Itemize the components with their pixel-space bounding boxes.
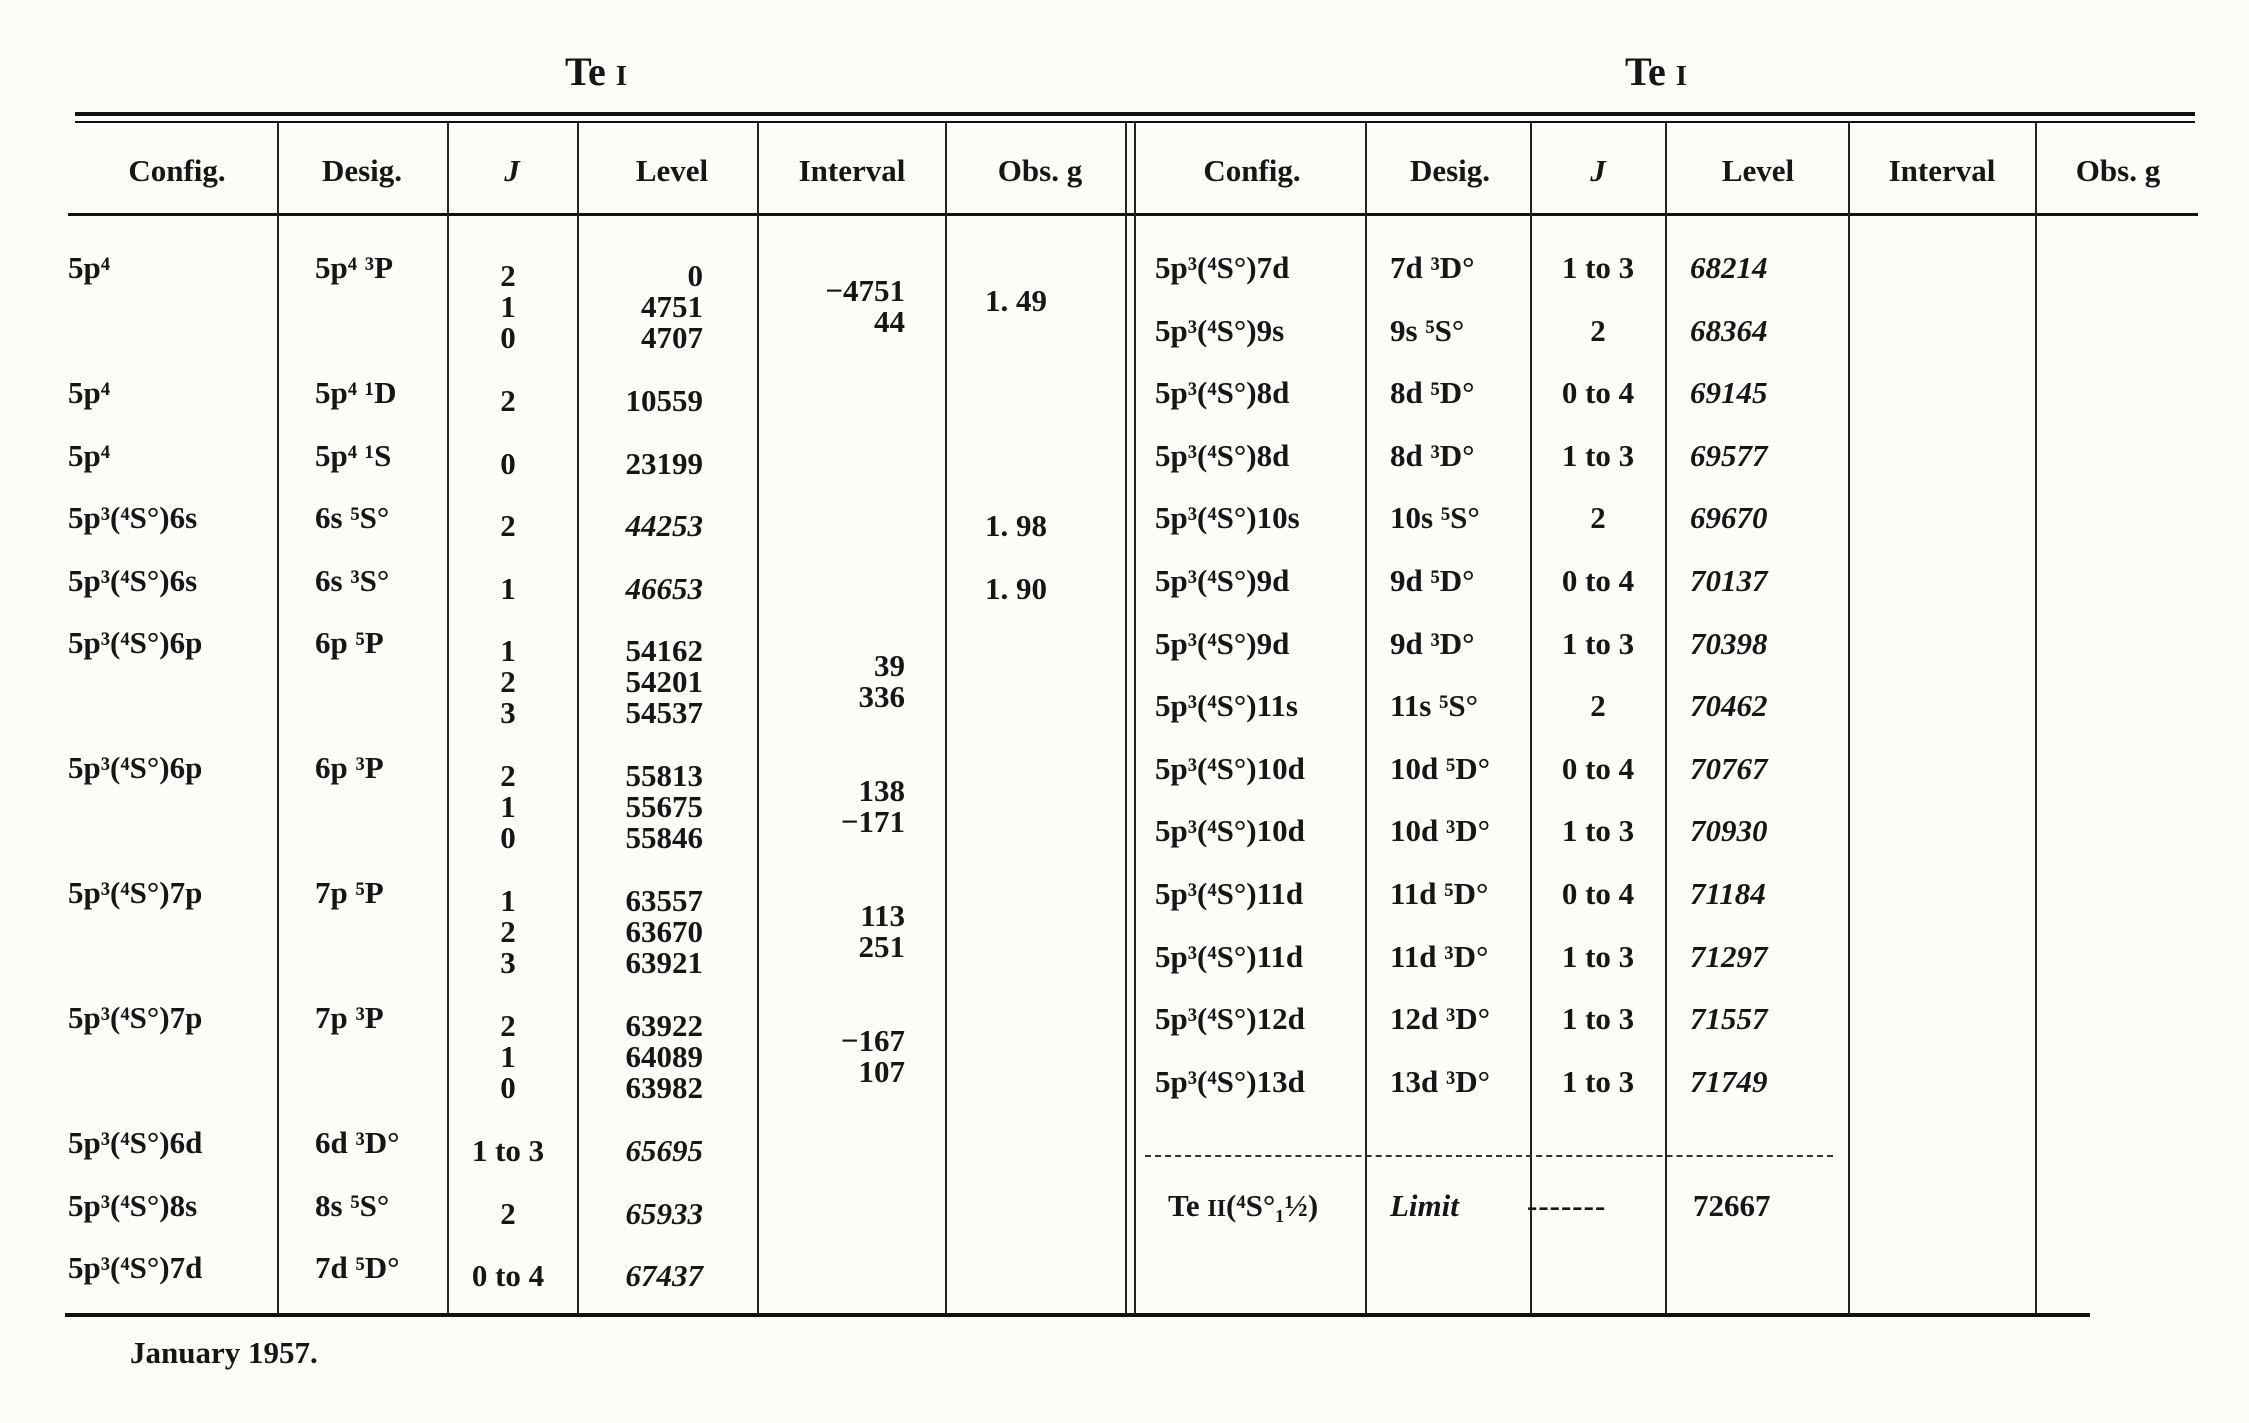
row-interval bbox=[859, 900, 906, 962]
j-value: 2 bbox=[500, 758, 516, 793]
j-value: 0 bbox=[500, 820, 516, 855]
row-desig: 5p⁴ ¹S bbox=[315, 438, 392, 473]
row-desig: 10d ³D° bbox=[1390, 813, 1491, 849]
level-value: 63670 bbox=[625, 914, 703, 949]
row-config: 5p³(⁴S°)13d bbox=[1155, 1063, 1305, 1099]
right-table-title: Te I bbox=[1625, 49, 1689, 94]
top-rule-thick bbox=[75, 112, 2195, 116]
column-rule bbox=[1365, 123, 1367, 1313]
level-value: 4751 bbox=[641, 289, 703, 324]
level-value: 10559 bbox=[625, 383, 703, 418]
j-value: 2 bbox=[500, 1196, 516, 1231]
row-config: 5p³(⁴S°)11d bbox=[1155, 938, 1304, 974]
row-level: 69145 bbox=[1690, 375, 1768, 411]
row-desig: 6p ⁵P bbox=[315, 625, 384, 660]
limit-separator bbox=[1145, 1155, 1833, 1157]
row-j: 1 to 3 bbox=[1561, 625, 1635, 661]
interval-value: 44 bbox=[874, 304, 905, 339]
j-value: 2 bbox=[500, 383, 516, 418]
row-config: 5p³(⁴S°)10d bbox=[1155, 813, 1305, 849]
row-j: 0 to 4 bbox=[1561, 375, 1635, 411]
level-value: 54201 bbox=[625, 664, 703, 699]
j-value: 1 bbox=[500, 571, 516, 606]
interval-value: 107 bbox=[858, 1054, 905, 1089]
row-j: 1 to 3 bbox=[1561, 1001, 1635, 1037]
header-obs-g: Obs. g bbox=[997, 153, 1083, 188]
row-desig: 8d ³D° bbox=[1390, 437, 1475, 473]
row-config: 5p³(⁴S°)9d bbox=[1155, 563, 1290, 598]
row-config: 5p³(⁴S°)6p bbox=[68, 750, 203, 785]
column-rule bbox=[447, 123, 449, 1313]
header-desig: Desig. bbox=[1409, 153, 1491, 188]
row-config: 5p³(⁴S°)11d bbox=[1155, 876, 1304, 911]
row-j: 1 to 3 bbox=[1561, 938, 1635, 974]
row-j: 0 to 4 bbox=[1561, 876, 1635, 911]
row-config: 5p⁴ bbox=[68, 250, 111, 285]
level-value: 0 bbox=[687, 258, 703, 293]
column-rule bbox=[757, 123, 759, 1313]
row-config: 5p³(⁴S°)7d bbox=[68, 1250, 203, 1285]
header-obs-g: Obs. g bbox=[2075, 153, 2161, 188]
level-value: 63922 bbox=[625, 1008, 703, 1043]
column-rule bbox=[945, 123, 947, 1313]
column-rule bbox=[277, 123, 279, 1313]
row-config: 5p⁴ bbox=[68, 375, 111, 410]
row-desig: 9d ³D° bbox=[1390, 625, 1475, 661]
column-rule-double bbox=[1134, 123, 1136, 1313]
row-level: 70767 bbox=[1690, 750, 1768, 786]
row-desig: 7p ⁵P bbox=[315, 875, 384, 910]
bottom-rule bbox=[65, 1313, 2090, 1317]
row-obs-g: 1. 98 bbox=[985, 508, 1047, 543]
column-rule bbox=[1530, 123, 1532, 1313]
limit-j: ------- bbox=[1527, 1188, 1607, 1223]
row-config: 5p³(⁴S°)8d bbox=[1155, 437, 1290, 473]
row-desig: 9d ⁵D° bbox=[1390, 563, 1475, 598]
level-value: 23199 bbox=[625, 446, 703, 481]
j-value: 1 to 3 bbox=[471, 1133, 545, 1168]
header-interval: Interval bbox=[1888, 153, 1996, 188]
row-desig: 5p⁴ ¹D bbox=[315, 375, 397, 410]
level-value: 65933 bbox=[625, 1196, 703, 1231]
level-value: 63982 bbox=[625, 1070, 703, 1105]
row-j: 0 to 4 bbox=[1561, 563, 1635, 598]
row-level: 71557 bbox=[1690, 1001, 1768, 1037]
j-value: 1 bbox=[500, 1039, 516, 1074]
row-desig: 11d ³D° bbox=[1390, 938, 1489, 974]
row-j bbox=[500, 573, 516, 604]
j-value: 0 to 4 bbox=[471, 1258, 545, 1293]
row-desig: 7d ⁵D° bbox=[315, 1250, 400, 1285]
header-j: J bbox=[1590, 153, 1606, 188]
j-value: 0 bbox=[500, 320, 516, 355]
row-level: 70930 bbox=[1690, 813, 1768, 849]
j-value: 1 bbox=[500, 289, 516, 324]
j-value: 2 bbox=[500, 914, 516, 949]
row-j bbox=[472, 1135, 544, 1166]
j-value: 3 bbox=[500, 945, 516, 980]
row-config: 5p³(⁴S°)6p bbox=[68, 625, 203, 660]
row-j bbox=[500, 1198, 516, 1229]
row-config: 5p³(⁴S°)7d bbox=[1155, 250, 1290, 285]
limit-config: Te II(⁴S°₁½) bbox=[1168, 1188, 1319, 1223]
row-level bbox=[641, 260, 703, 353]
row-config: 5p³(⁴S°)10s bbox=[1155, 500, 1300, 536]
level-value: 64089 bbox=[625, 1039, 703, 1074]
row-level: 71184 bbox=[1690, 876, 1766, 911]
header-config: Config. bbox=[128, 153, 226, 188]
row-j bbox=[500, 760, 516, 853]
header-config: Config. bbox=[1203, 153, 1301, 188]
row-j bbox=[500, 885, 516, 978]
row-config: 5p³(⁴S°)9s bbox=[1155, 312, 1285, 348]
row-config: 5p³(⁴S°)12d bbox=[1155, 1001, 1305, 1037]
level-value: 55846 bbox=[625, 820, 703, 855]
row-desig: 9s ⁵S° bbox=[1390, 312, 1465, 348]
j-value: 2 bbox=[500, 508, 516, 543]
row-j: 1 to 3 bbox=[1561, 813, 1635, 849]
row-config: 5p³(⁴S°)8s bbox=[68, 1188, 198, 1223]
interval-value: −171 bbox=[840, 804, 905, 839]
row-config: 5p³(⁴S°)11s bbox=[1155, 688, 1298, 724]
row-desig: 5p⁴ ³P bbox=[315, 250, 394, 285]
row-j bbox=[500, 448, 516, 479]
header-desig: Desig. bbox=[321, 153, 403, 188]
row-level bbox=[626, 1260, 704, 1291]
level-value: 54162 bbox=[625, 633, 703, 668]
interval-value: −4751 bbox=[825, 273, 905, 308]
row-desig: 6p ³P bbox=[315, 750, 384, 785]
column-rule bbox=[1848, 123, 1850, 1313]
row-level: 70462 bbox=[1690, 688, 1768, 724]
level-value: 54537 bbox=[625, 695, 703, 730]
header-level: Level bbox=[1721, 153, 1795, 188]
row-j: 2 bbox=[1590, 312, 1606, 348]
row-level bbox=[626, 1010, 704, 1103]
j-value: 2 bbox=[500, 1008, 516, 1043]
row-j: 2 bbox=[1590, 688, 1606, 724]
limit-desig: Limit bbox=[1390, 1188, 1459, 1223]
row-level: 71297 bbox=[1690, 938, 1768, 974]
level-value: 63557 bbox=[625, 883, 703, 918]
row-j: 1 to 3 bbox=[1561, 437, 1635, 473]
row-desig: 10s ⁵S° bbox=[1390, 500, 1480, 536]
row-config: 5p³(⁴S°)7p bbox=[68, 1000, 203, 1035]
row-j: 1 to 3 bbox=[1561, 1063, 1635, 1099]
row-desig: 8d ⁵D° bbox=[1390, 375, 1475, 411]
row-config: 5p³(⁴S°)6d bbox=[68, 1125, 203, 1160]
footer-date: January 1957. bbox=[130, 1335, 318, 1370]
row-desig: 8s ⁵S° bbox=[315, 1188, 390, 1223]
row-config: 5p³(⁴S°)9d bbox=[1155, 625, 1290, 661]
row-j bbox=[472, 1260, 544, 1291]
level-value: 65695 bbox=[625, 1133, 703, 1168]
row-level: 68364 bbox=[1690, 312, 1768, 348]
row-desig: 11s ⁵S° bbox=[1390, 688, 1479, 724]
row-interval bbox=[841, 1025, 905, 1087]
row-obs-g: 1. 49 bbox=[985, 283, 1047, 318]
row-config: 5p³(⁴S°)6s bbox=[68, 563, 198, 598]
level-value: 55813 bbox=[625, 758, 703, 793]
row-desig: 7p ³P bbox=[315, 1000, 384, 1035]
header-j: J bbox=[504, 153, 520, 188]
row-desig: 6s ⁵S° bbox=[315, 500, 390, 535]
level-value: 44253 bbox=[625, 508, 703, 543]
column-rule bbox=[2035, 123, 2037, 1313]
row-j bbox=[500, 1010, 516, 1103]
row-j: 0 to 4 bbox=[1561, 750, 1635, 786]
row-level: 69670 bbox=[1690, 500, 1768, 536]
row-desig: 10d ⁵D° bbox=[1390, 750, 1491, 786]
j-value: 2 bbox=[500, 664, 516, 699]
header-level: Level bbox=[635, 153, 709, 188]
row-level: 68214 bbox=[1690, 250, 1768, 285]
row-level bbox=[626, 385, 704, 416]
level-value: 46653 bbox=[625, 571, 703, 606]
row-level bbox=[626, 1135, 704, 1166]
j-value: 1 bbox=[500, 633, 516, 668]
row-j: 1 to 3 bbox=[1561, 250, 1635, 285]
row-level bbox=[626, 573, 704, 604]
column-rule-double bbox=[1125, 123, 1127, 1313]
row-level bbox=[626, 635, 704, 728]
j-value: 2 bbox=[500, 258, 516, 293]
row-level bbox=[626, 885, 704, 978]
row-level bbox=[626, 1198, 704, 1229]
row-config: 5p³(⁴S°)7p bbox=[68, 875, 203, 910]
row-config: 5p³(⁴S°)6s bbox=[68, 500, 198, 535]
row-interval bbox=[841, 775, 905, 837]
row-level: 70137 bbox=[1690, 563, 1768, 598]
header-interval: Interval bbox=[798, 153, 906, 188]
row-interval bbox=[825, 275, 905, 337]
interval-value: 138 bbox=[858, 773, 905, 808]
row-j bbox=[500, 510, 516, 541]
interval-value: 113 bbox=[860, 898, 905, 933]
row-desig: 7d ³D° bbox=[1390, 250, 1475, 285]
row-level: 71749 bbox=[1690, 1063, 1768, 1099]
interval-value: 251 bbox=[858, 929, 905, 964]
level-value: 67437 bbox=[625, 1258, 703, 1293]
limit-level: 72667 bbox=[1693, 1188, 1771, 1223]
level-value: 4707 bbox=[641, 320, 703, 355]
column-rule bbox=[577, 123, 579, 1313]
row-desig: 13d ³D° bbox=[1390, 1063, 1491, 1099]
header-rule bbox=[68, 213, 2198, 216]
row-level: 70398 bbox=[1690, 625, 1768, 661]
row-desig: 12d ³D° bbox=[1390, 1001, 1491, 1037]
row-j bbox=[500, 635, 516, 728]
row-config: 5p³(⁴S°)8d bbox=[1155, 375, 1290, 411]
row-desig: 6s ³S° bbox=[315, 563, 390, 598]
j-value: 3 bbox=[500, 695, 516, 730]
row-config: 5p³(⁴S°)10d bbox=[1155, 750, 1305, 786]
row-desig: 6d ³D° bbox=[315, 1125, 400, 1160]
row-j bbox=[500, 260, 516, 353]
interval-value: −167 bbox=[840, 1023, 905, 1058]
row-level: 69577 bbox=[1690, 437, 1768, 473]
row-level bbox=[626, 510, 704, 541]
j-value: 0 bbox=[500, 446, 516, 481]
level-value: 63921 bbox=[625, 945, 703, 980]
row-j: 2 bbox=[1590, 500, 1606, 536]
row-level bbox=[626, 760, 704, 853]
j-value: 1 bbox=[500, 883, 516, 918]
row-j bbox=[500, 385, 516, 416]
interval-value: 39 bbox=[874, 648, 905, 683]
row-obs-g: 1. 90 bbox=[985, 571, 1047, 606]
interval-value: 336 bbox=[858, 679, 905, 714]
row-interval bbox=[859, 650, 906, 712]
column-rule bbox=[1665, 123, 1667, 1313]
row-level bbox=[626, 448, 704, 479]
level-value: 55675 bbox=[625, 789, 703, 824]
row-desig: 11d ⁵D° bbox=[1390, 876, 1489, 911]
j-value: 1 bbox=[500, 789, 516, 824]
row-config: 5p⁴ bbox=[68, 438, 111, 473]
left-table-title: Te I bbox=[565, 49, 629, 94]
j-value: 0 bbox=[500, 1070, 516, 1105]
